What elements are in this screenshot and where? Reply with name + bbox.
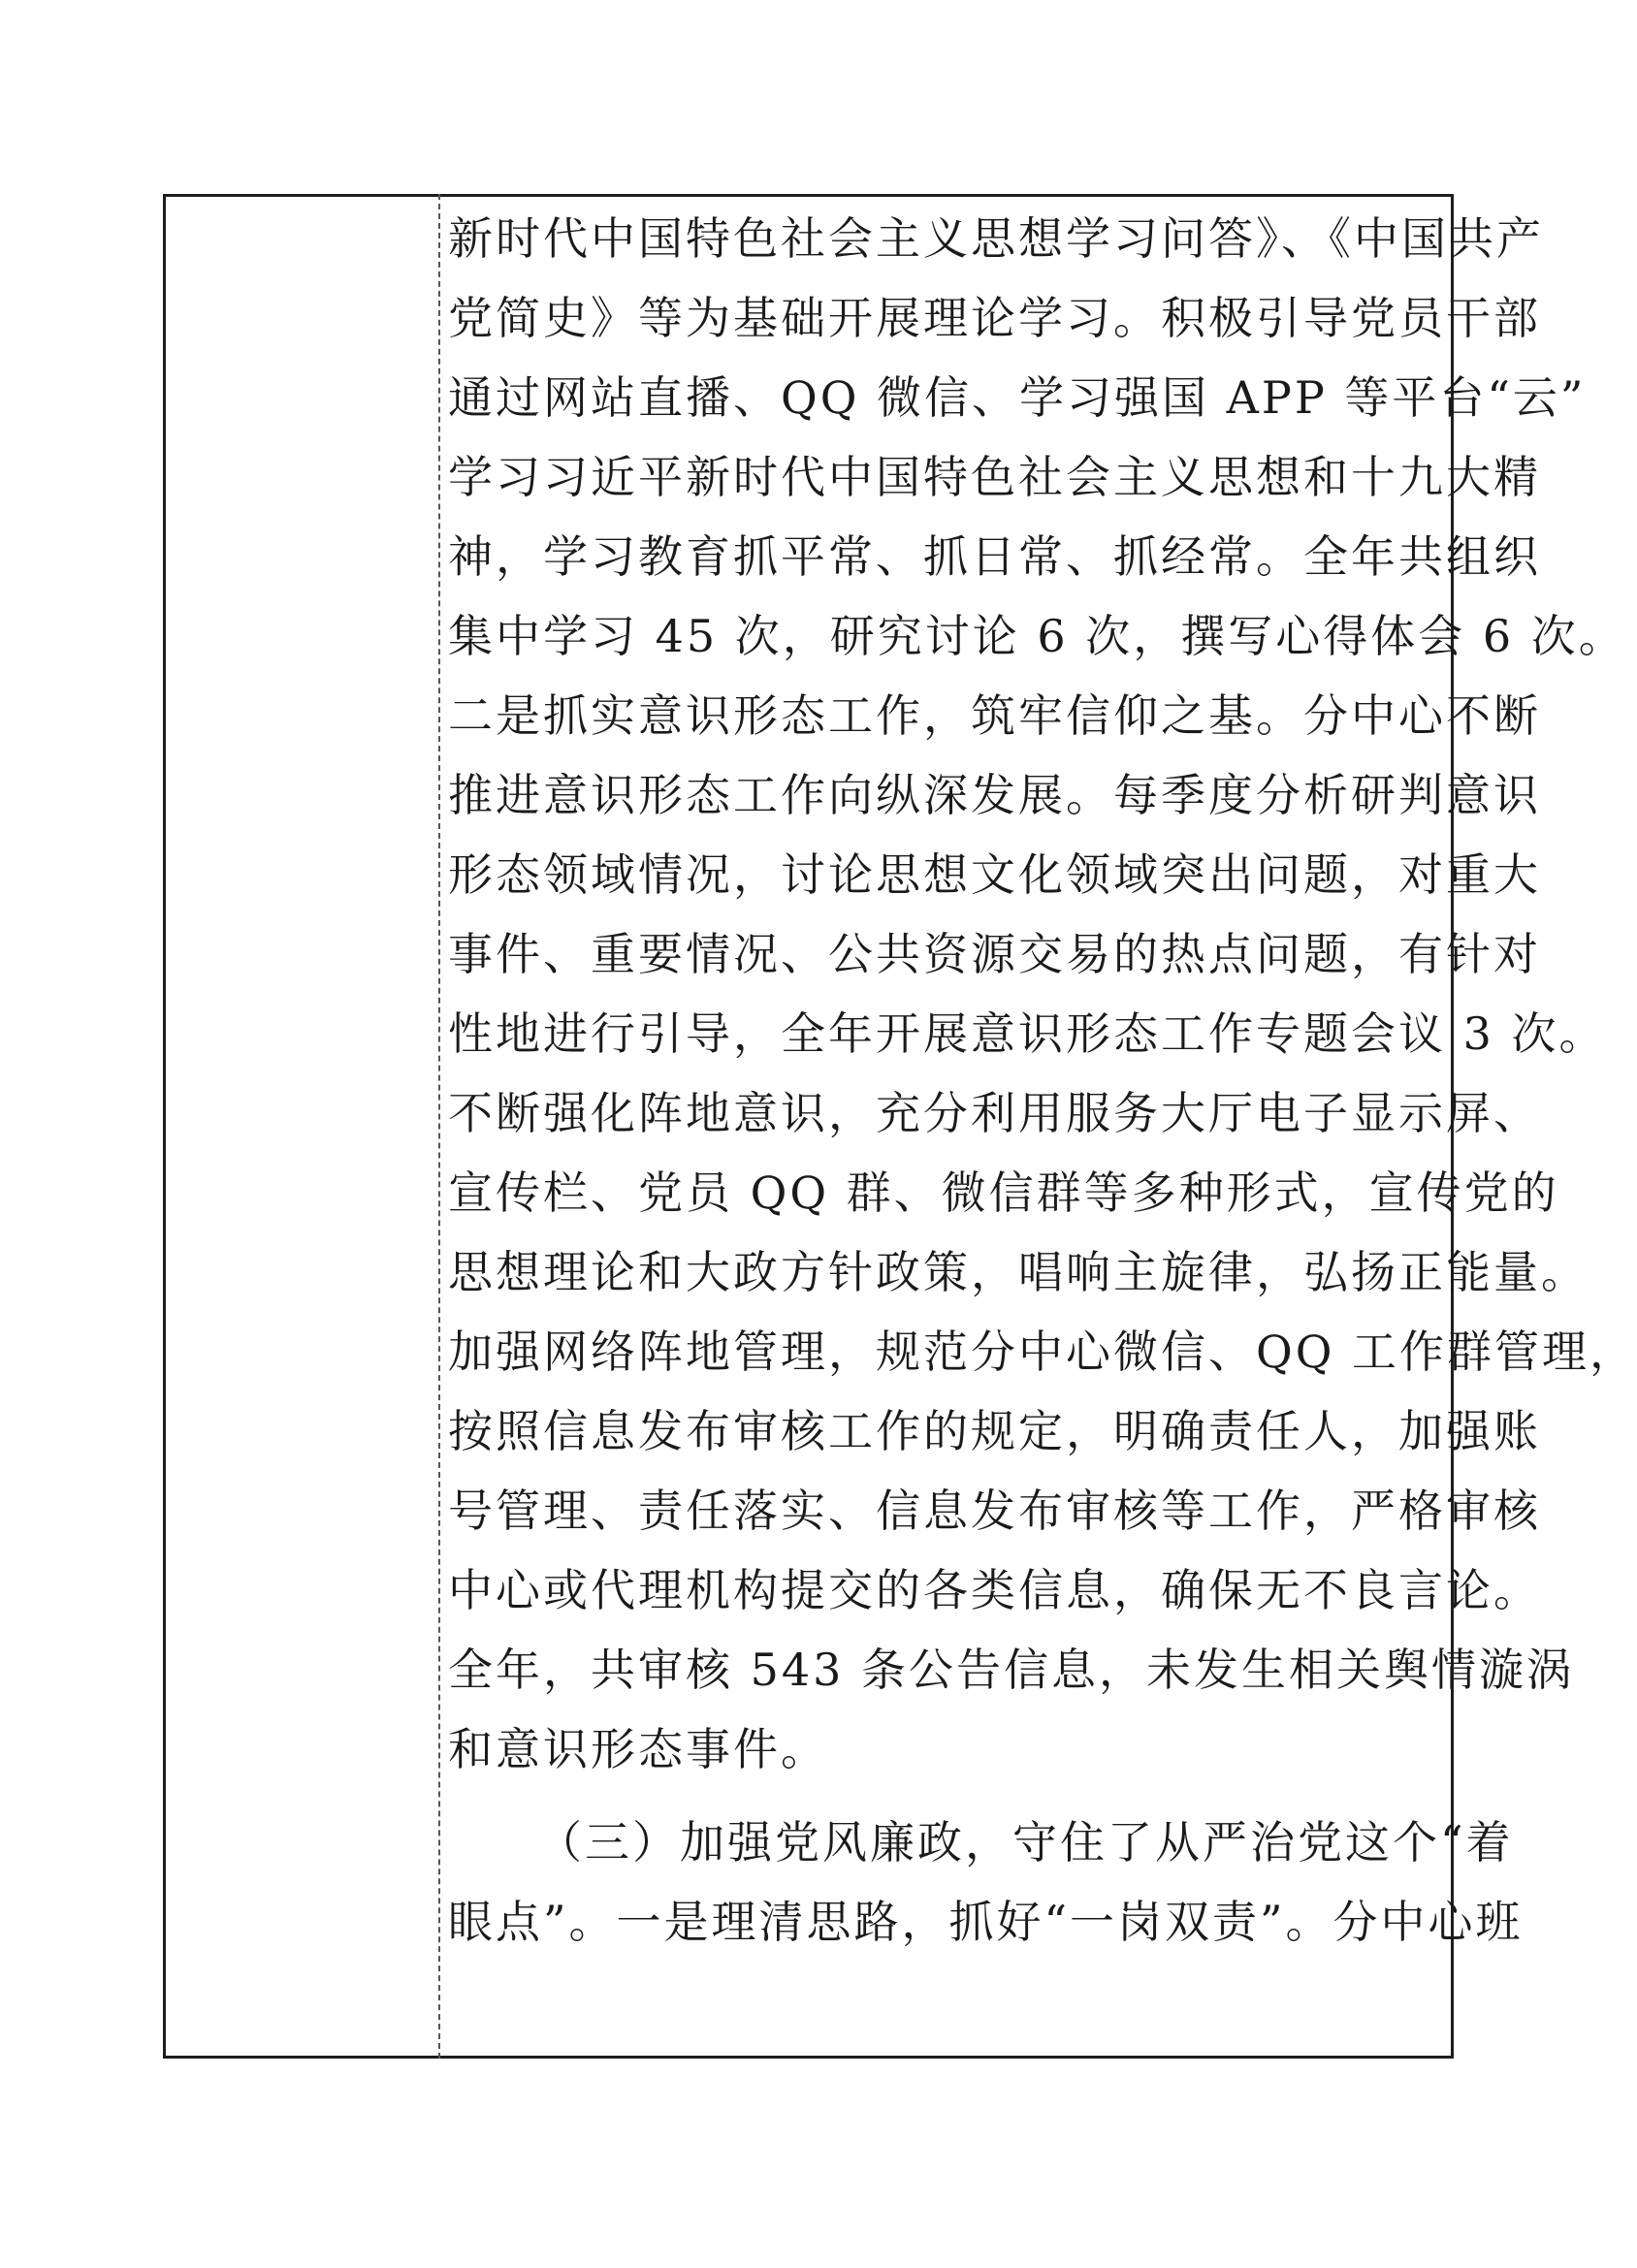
text-line: 神，学习教育抓平常、抓日常、抓经常。全年共组织 — [448, 530, 1541, 583]
left-empty-cell — [166, 197, 437, 2056]
text-line: 号管理、责任落实、信息发布审核等工作，严格审核 — [448, 1485, 1541, 1537]
text-line: 和意识形态事件。 — [448, 1723, 828, 1775]
text-line: 事件、重要情况、公共资源交易的热点问题，有针对 — [448, 928, 1541, 980]
text-line: 全年，共审核 543 条公告信息，未发生相关舆情漩涡 — [448, 1644, 1575, 1696]
text-line: 不断强化阵地意识，充分利用服务大厅电子显示屏、 — [448, 1087, 1541, 1139]
section-heading-line: （三）加强党风廉政，守住了从严治党这个“着 — [537, 1816, 1514, 1869]
text-line: 思想理论和大政方针政策，唱响主旋律，弘扬正能量。 — [448, 1246, 1589, 1298]
text-line: 眼点”。一是理清思路，抓好“一岗双责”。分中心班 — [448, 1896, 1524, 1948]
text-line: 二是抓实意识形态工作，筑牢信仰之基。分中心不断 — [448, 689, 1541, 742]
text-line: 性地进行引导，全年开展意识形态工作专题会议 3 次。 — [448, 1007, 1607, 1060]
text-line: 推进意识形态工作向纵深发展。每季度分析研判意识 — [448, 769, 1541, 821]
paragraph-spacer — [448, 1789, 1442, 1803]
text-line: 形态领域情况，讨论思想文化领域突出问题，对重大 — [448, 848, 1541, 901]
text-line: 新时代中国特色社会主义思想学习问答》、《中国共产 — [448, 212, 1544, 265]
text-line: 中心或代理机构提交的各类信息，确保无不良言论。 — [448, 1564, 1541, 1616]
text-line: 通过网站直播、QQ 微信、学习强国 APP 等平台“云” — [448, 371, 1587, 424]
text-line: 按照信息发布审核工作的规定，明确责任人，加强账 — [448, 1405, 1541, 1457]
column-divider — [438, 194, 440, 2059]
text-line: 学习习近平新时代中国特色社会主义思想和十九大精 — [448, 451, 1541, 503]
right-content-cell — [448, 199, 1637, 1962]
text-line: 宣传栏、党员 QQ 群、微信群等多种形式，宣传党的 — [448, 1166, 1559, 1219]
text-line: 集中学习 45 次，研究讨论 6 次，撰写心得体会 6 次。 — [448, 610, 1626, 662]
text-line: 党简史》等为基础开展理论学习。积极引导党员干部 — [448, 292, 1541, 344]
text-line: 加强网络阵地管理，规范分中心微信、QQ 工作群管理， — [448, 1326, 1637, 1378]
